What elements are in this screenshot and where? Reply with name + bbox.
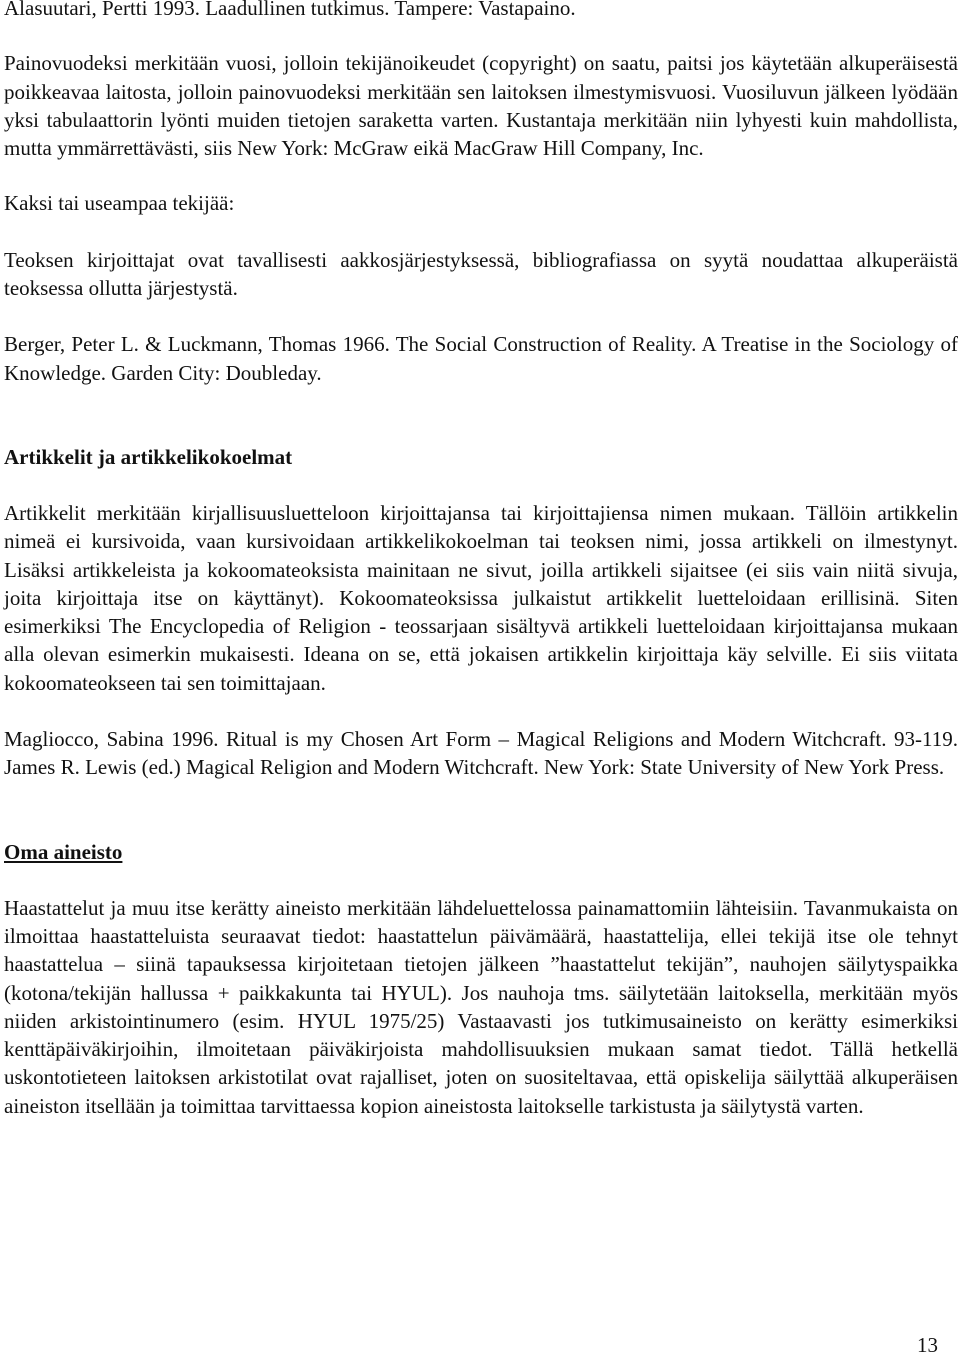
paragraph-author-order: Teoksen kirjoittajat ovat tavallisesti aakkosjärjestyksessä, bibliografiassa on syytä noudattaa alkuperäistä teoksessa ollutta järjestystä. (4, 247, 958, 301)
reference-berger-luckmann: Berger, Peter L. & Luckmann, Thomas 1966. The Social Construction of Reality. A Treatise in the Sociology of Knowledge. Garden City: Doubleday. (4, 332, 958, 385)
section-heading-own-material: Oma aineisto (4, 839, 123, 864)
page-number: 13 (917, 1333, 938, 1357)
paragraph-publication-year: Painovuodeksi merkitään vuosi, jolloin tekijänoikeudet (copyright) on saatu, paitsi jos käytetään alkuperäisestä poikkeavaa laitosta, jolloin painovuodeksi merkitään sen laitoksen ilmestymisvuosi. Vuosiluvun jälkeen lyödään yksi tabulaattorin lyönti muiden tietojen saraketta varten. Kustantaja merkitään niin lyhyesti kuin mahdollista, mutta ymmärrettävästi, siis New York: McGraw eikä MacGraw Hill Company, Inc. (4, 51, 958, 161)
reference-alasuutari: Alasuutari, Pertti 1993. Laadullinen tutkimus. Tampere: Vastapaino. (4, 0, 576, 20)
document-page (4, 0, 958, 1120)
paragraph-multiple-authors-label: Kaksi tai useampaa tekijää: (4, 191, 235, 216)
paragraph-articles: Artikkelit merkitään kirjallisuusluetteloon kirjoittajansa tai kirjoittajiensa nimen mukaan. Tällöin artikkelin nimeä ei kursivoida, vaan kursivoidaan artikkelikokoelman tai teoksen nimi, jossa artikkeli on ilmestynyt. Lisäksi artikkeleista ja kokoomateoksista mainitaan ne sivut, joilla artikkeli sijaitsee (ei siis vain niitä sivuja, joita kirjoittaja itse on käyttänyt). Kokoomateoksissa julkaistut artikkelit luetteloidaan erillisinä. Siten esimerkiksi The Encyclopedia of Religion - teossarjaan sisältyvä artikkeli luetteloidaan kirjoittajansa mukaan alla olevan esimerkin mukaisesti. Ideana on se, että jokaisen artikkelin kirjoittaja käy selville. Ei siis viitata kokoomateokseen tai sen toimittajaan. (4, 500, 958, 695)
paragraph-own-material: Haastattelut ja muu itse kerätty aineisto merkitään lähdeluettelossa painamattomiin lähteisiin. Tavanmukaista on ilmoittaa haastatteluista seuraavat tiedot: haastattelun päivämäärä, haastattelija, ellei tekijä itse ole tehnyt haastattelua – siinä tapauksessa kirjoitetaan tietojen jälkeen ”haastattelut tekijän”, nauhojen säilytyspaikka (kotona/tekijän hallussa + paikkakunta tai HYUL). Jos nauhoja tms. säilytetään laitoksella, merkitään myös niiden arkistointinumero (esim. HYUL 1975/25) Vastaavasti jos tutkimusaineisto on kerätty esimerkiksi kenttäpäiväkirjoihin, ilmoitetaan päiväkirjoista mahdollisuuksien mukaan samat tiedot. Tällä hetkellä uskontotieteen laitoksen arkistotilat ovat rajalliset, joten on suositeltavaa, että opiskelija säilyttää alkuperäisen aineiston itsellään ja toimittaa tarvittaessa kopion aineistosta laitokselle tarkistusta ja säilytystä varten. (4, 895, 958, 1118)
section-heading-articles: Artikkelit ja artikkelikokoelmat (4, 444, 293, 469)
reference-magliocco: Magliocco, Sabina 1996. Ritual is my Chosen Art Form – Magical Religions and Modern Witchcraft. 93-119. James R. Lewis (ed.) Magical Religion and Modern Witchcraft. New York: State University of New York Press. (4, 727, 958, 780)
